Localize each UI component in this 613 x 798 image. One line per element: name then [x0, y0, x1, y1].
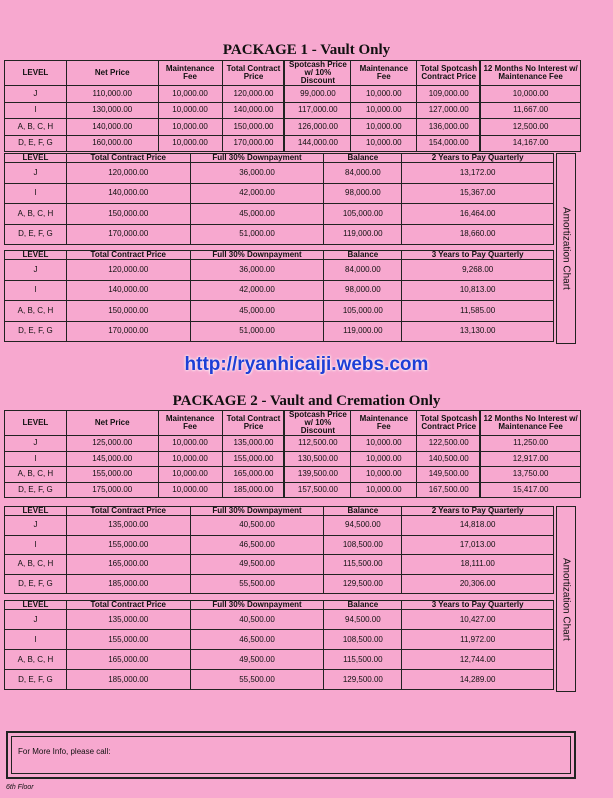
col-header: 2 Years to Pay Quarterly: [402, 507, 554, 516]
col-header: Net Price: [66, 411, 158, 436]
table-cell: 120,000.00: [66, 163, 190, 184]
level-cell: D, E, F, G: [5, 670, 67, 690]
table-header-row: [5, 61, 581, 86]
table-header-row: [5, 507, 554, 516]
table-cell: 135,000.00: [222, 436, 285, 452]
table-cell: 17,013.00: [402, 535, 554, 555]
column-divider: [479, 410, 481, 498]
table-cell: 11,667.00: [481, 102, 581, 119]
col-header: Total Spotcash Contract Price: [417, 61, 481, 86]
col-header: Full 30% Downpayment: [190, 154, 324, 163]
level-cell: I: [5, 630, 67, 650]
table-row: [5, 183, 554, 204]
table-cell: 10,000.00: [158, 86, 222, 103]
table-cell: 12,744.00: [402, 650, 554, 670]
table-cell: 185,000.00: [66, 670, 190, 690]
table-cell: 9,268.00: [402, 260, 554, 281]
table-cell: 14,818.00: [402, 516, 554, 536]
col-header: Total Contract Price: [222, 411, 285, 436]
table-cell: 155,000.00: [66, 467, 158, 483]
table-cell: 11,250.00: [481, 436, 581, 452]
col-header: 3 Years to Pay Quarterly: [402, 601, 554, 610]
table-cell: 10,000.00: [158, 436, 222, 452]
table-cell: 10,000.00: [158, 119, 222, 136]
table-cell: 135,000.00: [66, 610, 190, 630]
level-cell: A, B, C, H: [5, 555, 67, 575]
table-cell: 14,167.00: [481, 135, 581, 152]
table-cell: 136,000.00: [417, 119, 481, 136]
table-row: [5, 163, 554, 184]
package1-price-table: [4, 60, 581, 152]
table-cell: 10,000.00: [351, 86, 417, 103]
table-row: [5, 321, 554, 342]
level-cell: J: [5, 436, 67, 452]
column-divider: [283, 60, 285, 152]
table-cell: 127,000.00: [417, 102, 481, 119]
level-cell: D, E, F, G: [5, 135, 67, 152]
table-cell: 14,289.00: [402, 670, 554, 690]
column-divider: [479, 60, 481, 152]
table-row: [5, 516, 554, 536]
level-cell: A, B, C, H: [5, 301, 67, 322]
level-cell: A, B, C, H: [5, 650, 67, 670]
table-cell: 10,000.00: [351, 119, 417, 136]
table-cell: 15,417.00: [481, 482, 581, 498]
table-row: [5, 436, 581, 452]
table-cell: 98,000.00: [324, 280, 402, 301]
table-cell: 10,427.00: [402, 610, 554, 630]
table-cell: 140,500.00: [417, 451, 481, 467]
table-cell: 10,000.00: [351, 467, 417, 483]
table-cell: 119,000.00: [324, 224, 402, 245]
col-header: Total Contract Price: [66, 251, 190, 260]
table-cell: 105,000.00: [324, 204, 402, 225]
table-row: [5, 204, 554, 225]
table-cell: 165,000.00: [66, 650, 190, 670]
table-cell: 12,500.00: [481, 119, 581, 136]
table-cell: 55,500.00: [190, 574, 324, 594]
table-row: [5, 451, 581, 467]
table-cell: 175,000.00: [66, 482, 158, 498]
table-cell: 46,500.00: [190, 630, 324, 650]
table-row: [5, 555, 554, 575]
col-header: Total Contract Price: [66, 507, 190, 516]
level-cell: I: [5, 183, 67, 204]
table-cell: 45,000.00: [190, 204, 324, 225]
table-cell: 20,306.00: [402, 574, 554, 594]
table-cell: 120,000.00: [66, 260, 190, 281]
col-header: 12 Months No Interest w/ Maintenance Fee: [481, 411, 581, 436]
table-cell: 122,500.00: [417, 436, 481, 452]
table-cell: 55,500.00: [190, 670, 324, 690]
package2-title: PACKAGE 2 - Vault and Cremation Only: [172, 393, 441, 409]
table-cell: 155,000.00: [222, 451, 285, 467]
table-cell: 10,000.00: [158, 467, 222, 483]
table-cell: 94,500.00: [324, 610, 402, 630]
table-cell: 115,500.00: [324, 650, 402, 670]
table-cell: 84,000.00: [324, 260, 402, 281]
table-cell: 10,813.00: [402, 280, 554, 301]
table-cell: 149,500.00: [417, 467, 481, 483]
table-cell: 40,500.00: [190, 516, 324, 536]
table-cell: 84,000.00: [324, 163, 402, 184]
table-cell: 11,585.00: [402, 301, 554, 322]
table-cell: 13,750.00: [481, 467, 581, 483]
table-header-row: [5, 251, 554, 260]
table-cell: 119,000.00: [324, 321, 402, 342]
col-header: Total Contract Price: [66, 601, 190, 610]
col-header: LEVEL: [5, 61, 67, 86]
table-row: [5, 535, 554, 555]
table-cell: 42,000.00: [190, 280, 324, 301]
table-row: [5, 574, 554, 594]
table-cell: 185,000.00: [222, 482, 285, 498]
table-header-row: [5, 411, 581, 436]
table-cell: 10,000.00: [158, 482, 222, 498]
table-cell: 155,000.00: [66, 535, 190, 555]
table-cell: 49,500.00: [190, 650, 324, 670]
table-cell: 105,000.00: [324, 301, 402, 322]
table-cell: 185,000.00: [66, 574, 190, 594]
col-header: Balance: [324, 601, 402, 610]
level-cell: D, E, F, G: [5, 224, 67, 245]
col-header: Net Price: [66, 61, 158, 86]
col-header: Spotcash Price w/ 10% Discount: [285, 61, 351, 86]
table-cell: 16,464.00: [402, 204, 554, 225]
table-header-row: [5, 601, 554, 610]
table-cell: 130,500.00: [285, 451, 351, 467]
column-divider: [283, 410, 285, 498]
table-cell: 46,500.00: [190, 535, 324, 555]
package2-amortization-3yr-table: [4, 600, 554, 690]
amortization-chart-label: Amortization Chart: [556, 506, 576, 692]
table-cell: 10,000.00: [351, 102, 417, 119]
level-cell: I: [5, 280, 67, 301]
table-cell: 125,000.00: [66, 436, 158, 452]
table-cell: 10,000.00: [158, 135, 222, 152]
col-header: LEVEL: [5, 601, 67, 610]
col-header: 2 Years to Pay Quarterly: [402, 154, 554, 163]
col-header: Spotcash Price w/ 10% Discount: [285, 411, 351, 436]
table-cell: 51,000.00: [190, 224, 324, 245]
table-cell: 18,111.00: [402, 555, 554, 575]
package1-amortization-2yr-table: [4, 153, 554, 245]
col-header: Maintenance Fee: [351, 411, 417, 436]
table-cell: 10,000.00: [351, 451, 417, 467]
table-cell: 13,172.00: [402, 163, 554, 184]
table-cell: 129,500.00: [324, 574, 402, 594]
table-row: [5, 467, 581, 483]
col-header: Balance: [324, 507, 402, 516]
level-cell: A, B, C, H: [5, 119, 67, 136]
table-cell: 45,000.00: [190, 301, 324, 322]
level-cell: J: [5, 163, 67, 184]
table-cell: 140,000.00: [66, 183, 190, 204]
col-header: Balance: [324, 154, 402, 163]
table-cell: 99,000.00: [285, 86, 351, 103]
level-cell: J: [5, 610, 67, 630]
level-cell: I: [5, 451, 67, 467]
contact-text: For More Info, please call:: [18, 747, 111, 756]
package1-amortization-3yr-table: [4, 250, 554, 342]
table-cell: 110,000.00: [66, 86, 158, 103]
table-cell: 160,000.00: [66, 135, 158, 152]
table-cell: 126,000.00: [285, 119, 351, 136]
table-cell: 13,130.00: [402, 321, 554, 342]
col-header: Total Contract Price: [66, 154, 190, 163]
table-cell: 15,367.00: [402, 183, 554, 204]
table-cell: 109,000.00: [417, 86, 481, 103]
level-cell: D, E, F, G: [5, 321, 67, 342]
table-cell: 94,500.00: [324, 516, 402, 536]
table-cell: 130,000.00: [66, 102, 158, 119]
col-header: LEVEL: [5, 251, 67, 260]
table-cell: 98,000.00: [324, 183, 402, 204]
table-cell: 36,000.00: [190, 163, 324, 184]
table-cell: 157,500.00: [285, 482, 351, 498]
package2-amortization-2yr-table: [4, 506, 554, 594]
table-cell: 170,000.00: [222, 135, 285, 152]
table-cell: 42,000.00: [190, 183, 324, 204]
table-cell: 10,000.00: [351, 436, 417, 452]
table-cell: 150,000.00: [66, 301, 190, 322]
table-row: [5, 280, 554, 301]
table-cell: 167,500.00: [417, 482, 481, 498]
table-row: [5, 610, 554, 630]
table-cell: 140,000.00: [66, 280, 190, 301]
table-cell: 40,500.00: [190, 610, 324, 630]
table-cell: 12,917.00: [481, 451, 581, 467]
table-cell: 10,000.00: [351, 482, 417, 498]
level-cell: J: [5, 86, 67, 103]
table-row: [5, 301, 554, 322]
table-cell: 170,000.00: [66, 224, 190, 245]
floor-text: 6th Floor: [6, 784, 34, 791]
table-cell: 150,000.00: [222, 119, 285, 136]
level-cell: A, B, C, H: [5, 204, 67, 225]
col-header: LEVEL: [5, 411, 67, 436]
table-row: [5, 670, 554, 690]
table-cell: 144,000.00: [285, 135, 351, 152]
table-cell: 140,000.00: [66, 119, 158, 136]
table-row: [5, 630, 554, 650]
col-header: Maintenance Fee: [351, 61, 417, 86]
table-cell: 145,000.00: [66, 451, 158, 467]
amortization-chart-label: Amortization Chart: [556, 153, 576, 344]
table-row: [5, 482, 581, 498]
level-cell: I: [5, 535, 67, 555]
website-url: http://ryanhicaiji.webs.com: [184, 354, 429, 375]
table-row: [5, 650, 554, 670]
package2-price-table: [4, 410, 581, 498]
package1-title: PACKAGE 1 - Vault Only: [222, 42, 391, 58]
col-header: Total Contract Price: [222, 61, 285, 86]
table-cell: 112,500.00: [285, 436, 351, 452]
table-cell: 115,500.00: [324, 555, 402, 575]
table-cell: 10,000.00: [158, 102, 222, 119]
table-cell: 165,000.00: [222, 467, 285, 483]
table-row: [5, 260, 554, 281]
table-row: [5, 102, 581, 119]
level-cell: J: [5, 516, 67, 536]
table-cell: 117,000.00: [285, 102, 351, 119]
col-header: LEVEL: [5, 154, 67, 163]
col-header: Full 30% Downpayment: [190, 251, 324, 260]
col-header: 12 Months No Interest w/ Maintenance Fee: [481, 61, 581, 86]
table-cell: 165,000.00: [66, 555, 190, 575]
table-row: [5, 224, 554, 245]
table-row: [5, 135, 581, 152]
table-cell: 170,000.00: [66, 321, 190, 342]
table-cell: 155,000.00: [66, 630, 190, 650]
col-header: Maintenance Fee: [158, 411, 222, 436]
col-header: Balance: [324, 251, 402, 260]
table-cell: 10,000.00: [351, 135, 417, 152]
contact-box: [6, 731, 576, 779]
level-cell: A, B, C, H: [5, 467, 67, 483]
table-cell: 154,000.00: [417, 135, 481, 152]
level-cell: D, E, F, G: [5, 482, 67, 498]
table-row: [5, 119, 581, 136]
table-row: [5, 86, 581, 103]
table-cell: 49,500.00: [190, 555, 324, 575]
contact-box-inner: [11, 736, 571, 774]
col-header: LEVEL: [5, 507, 67, 516]
col-header: Full 30% Downpayment: [190, 507, 324, 516]
table-cell: 51,000.00: [190, 321, 324, 342]
table-cell: 120,000.00: [222, 86, 285, 103]
table-cell: 18,660.00: [402, 224, 554, 245]
col-header: Total Spotcash Contract Price: [417, 411, 481, 436]
table-cell: 135,000.00: [66, 516, 190, 536]
table-cell: 150,000.00: [66, 204, 190, 225]
col-header: Full 30% Downpayment: [190, 601, 324, 610]
table-cell: 108,500.00: [324, 535, 402, 555]
table-cell: 10,000.00: [158, 451, 222, 467]
level-cell: D, E, F, G: [5, 574, 67, 594]
table-cell: 10,000.00: [481, 86, 581, 103]
level-cell: J: [5, 260, 67, 281]
level-cell: I: [5, 102, 67, 119]
table-cell: 108,500.00: [324, 630, 402, 650]
table-cell: 140,000.00: [222, 102, 285, 119]
table-cell: 139,500.00: [285, 467, 351, 483]
table-cell: 11,972.00: [402, 630, 554, 650]
table-cell: 129,500.00: [324, 670, 402, 690]
table-cell: 36,000.00: [190, 260, 324, 281]
col-header: Maintenance Fee: [158, 61, 222, 86]
table-header-row: [5, 154, 554, 163]
col-header: 3 Years to Pay Quarterly: [402, 251, 554, 260]
